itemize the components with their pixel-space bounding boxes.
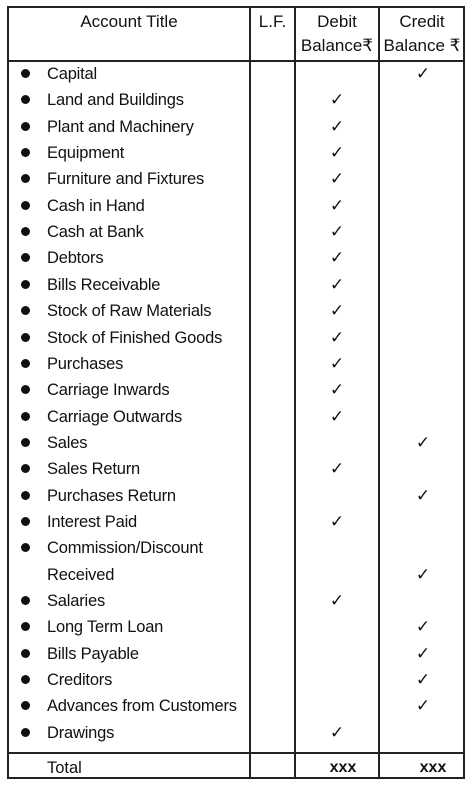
debit-check-icon: ✓ bbox=[329, 722, 345, 742]
table-row bbox=[9, 272, 463, 298]
total-divider bbox=[7, 752, 465, 754]
debit-check-icon: ✓ bbox=[329, 301, 345, 321]
table-row bbox=[9, 693, 463, 719]
bullet-icon bbox=[21, 728, 30, 737]
header-account-title: Account Title bbox=[80, 12, 178, 31]
debit-check-icon: ✓ bbox=[329, 327, 345, 347]
debit-check-icon: ✓ bbox=[329, 274, 345, 294]
credit-check-icon: ✓ bbox=[415, 643, 431, 663]
header-debit-line1: Debit bbox=[317, 12, 357, 31]
account-title: Creditors bbox=[47, 671, 113, 690]
debit-check-icon: ✓ bbox=[329, 248, 345, 268]
debit-check-icon: ✓ bbox=[329, 169, 345, 189]
table-row bbox=[9, 667, 463, 693]
account-title: Cash in Hand bbox=[47, 196, 145, 215]
bullet-icon bbox=[21, 333, 30, 342]
account-title: Debtors bbox=[47, 249, 104, 268]
bullet-icon bbox=[21, 253, 30, 262]
bullet-icon bbox=[21, 227, 30, 236]
account-title: Purchases Return bbox=[47, 486, 176, 505]
account-title: Purchases bbox=[47, 354, 124, 373]
table-row bbox=[9, 430, 463, 456]
table-row bbox=[9, 325, 463, 351]
bullet-icon bbox=[21, 649, 30, 658]
bullet-icon bbox=[21, 385, 30, 394]
table-row bbox=[9, 166, 463, 192]
account-title: Land and Buildings bbox=[47, 91, 184, 110]
bullet-icon bbox=[21, 174, 30, 183]
bullet-icon bbox=[21, 464, 30, 473]
table-row bbox=[9, 562, 463, 588]
table-row bbox=[9, 509, 463, 535]
bullet-icon bbox=[21, 596, 30, 605]
bullet-icon bbox=[21, 701, 30, 710]
header-debit-line2: Balance₹ bbox=[300, 36, 374, 55]
account-title: Stock of Raw Materials bbox=[47, 302, 212, 321]
credit-check-icon: ✓ bbox=[415, 617, 431, 637]
account-title: Carriage Inwards bbox=[47, 381, 170, 400]
account-title: Sales bbox=[47, 433, 88, 452]
bullet-icon bbox=[21, 517, 30, 526]
bullet-icon bbox=[21, 675, 30, 684]
header-lf: L.F. bbox=[258, 12, 287, 31]
debit-check-icon: ✓ bbox=[329, 90, 345, 110]
account-title: Cash at Bank bbox=[47, 223, 144, 242]
table-row bbox=[9, 114, 463, 140]
credit-check-icon: ✓ bbox=[415, 64, 431, 83]
debit-check-icon: ✓ bbox=[329, 116, 345, 136]
table-row bbox=[9, 140, 463, 166]
table-row bbox=[9, 404, 463, 430]
bullet-icon bbox=[21, 622, 30, 631]
account-title: Capital bbox=[47, 65, 97, 83]
table-row bbox=[9, 193, 463, 219]
account-title: Interest Paid bbox=[47, 512, 138, 531]
bullet-icon bbox=[21, 201, 30, 210]
bullet-icon bbox=[21, 306, 30, 315]
bullet-icon bbox=[21, 412, 30, 421]
total-debit: xxx bbox=[329, 759, 357, 776]
bullet-icon bbox=[21, 438, 30, 447]
table-row bbox=[9, 483, 463, 509]
header-credit-line2: Balance ₹ bbox=[383, 36, 461, 55]
credit-check-icon: ✓ bbox=[415, 432, 431, 452]
account-title: Bills Payable bbox=[47, 644, 139, 663]
table-row bbox=[9, 377, 463, 403]
account-title: Furniture and Fixtures bbox=[47, 170, 204, 189]
credit-check-icon: ✓ bbox=[415, 564, 431, 584]
debit-check-icon: ✓ bbox=[329, 380, 345, 400]
debit-check-icon: ✓ bbox=[329, 459, 345, 479]
debit-check-icon: ✓ bbox=[329, 353, 345, 373]
debit-check-icon: ✓ bbox=[329, 511, 345, 531]
table-row bbox=[9, 614, 463, 640]
debit-check-icon: ✓ bbox=[329, 591, 345, 610]
account-title: Long Term Loan bbox=[47, 618, 164, 637]
account-title: Salaries bbox=[47, 592, 106, 610]
account-title: Advances from Customers bbox=[47, 697, 237, 716]
table-row bbox=[9, 298, 463, 324]
credit-check-icon: ✓ bbox=[415, 696, 431, 716]
debit-check-icon: ✓ bbox=[329, 143, 345, 163]
bullet-icon bbox=[21, 543, 30, 552]
debit-check-icon: ✓ bbox=[329, 195, 345, 215]
bullet-icon bbox=[21, 95, 30, 104]
table-row bbox=[9, 87, 463, 113]
bullet-icon bbox=[21, 148, 30, 157]
account-title: Carriage Outwards bbox=[47, 407, 183, 426]
bullet-icon bbox=[21, 491, 30, 500]
table-row bbox=[9, 588, 463, 614]
bullet-icon bbox=[21, 122, 30, 131]
debit-check-icon: ✓ bbox=[329, 222, 345, 242]
table-row bbox=[9, 720, 463, 746]
header-credit-line1: Credit bbox=[399, 12, 445, 31]
account-title: Drawings bbox=[47, 723, 115, 742]
bullet-icon bbox=[21, 359, 30, 368]
debit-check-icon: ✓ bbox=[329, 406, 345, 426]
account-title: Bills Receivable bbox=[47, 275, 161, 294]
account-title: Sales Return bbox=[47, 460, 140, 479]
credit-check-icon: ✓ bbox=[415, 485, 431, 505]
bullet-icon bbox=[21, 69, 30, 78]
account-title: Stock of Finished Goods bbox=[47, 328, 223, 347]
table-row bbox=[9, 351, 463, 377]
credit-check-icon: ✓ bbox=[415, 670, 431, 690]
account-title: Received bbox=[47, 565, 115, 584]
bullet-icon bbox=[21, 280, 30, 289]
table-row bbox=[9, 535, 463, 561]
account-title: Equipment bbox=[47, 144, 125, 163]
total-label: Total bbox=[47, 759, 82, 777]
table-row bbox=[9, 245, 463, 271]
table-row bbox=[9, 61, 463, 87]
account-title: Plant and Machinery bbox=[47, 117, 194, 136]
table-row bbox=[9, 641, 463, 667]
total-credit: xxx bbox=[419, 759, 447, 776]
table-row bbox=[9, 219, 463, 245]
account-title: Commission/Discount bbox=[47, 539, 203, 558]
table-row bbox=[9, 456, 463, 482]
